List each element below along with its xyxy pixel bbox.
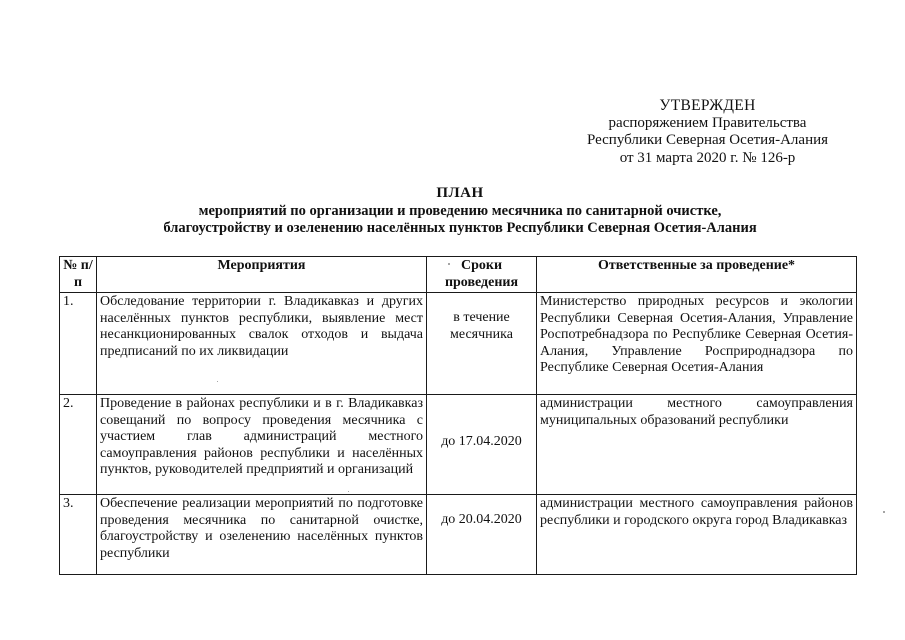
- plan-heading: ПЛАН: [436, 185, 484, 201]
- approval-line: Республики Северная Осетия-Алания: [586, 132, 829, 148]
- scan-speck: [348, 491, 349, 492]
- plan-table: [59, 256, 857, 575]
- scan-speck: [217, 381, 218, 382]
- approval-line: распоряжением Правительства: [608, 114, 807, 131]
- table-row: [60, 395, 857, 495]
- row-term-cell: [427, 293, 537, 395]
- row-number: 2.: [60, 395, 97, 495]
- row-term: в течение месячника: [450, 310, 513, 342]
- row-activity: Проведение в районах республики и в г. Владикавказ совещаний по вопросу проведения месячника с участием глав администраций местного самоуправления районов республики и населённых пунктов, руководителей предприятий и организаций: [97, 395, 427, 495]
- scan-speck: [448, 263, 450, 265]
- row-term: до 20.04.2020: [441, 512, 522, 527]
- row-responsible: Министерство природных ресурсов и экологии Республики Северная Осетия-Алания, Управление Роспотребнадзора по Республике Северная Осетия-Алания, Управление Росприроднадзора по Республике Северная Осетия-Алания: [537, 293, 857, 395]
- row-number: 3.: [60, 495, 97, 575]
- table-row: [60, 293, 857, 395]
- document-title: [100, 185, 820, 238]
- approval-date: от 31 марта 2020 г. № 126-р: [619, 149, 796, 166]
- header-term: Сроки проведения: [427, 257, 537, 293]
- header-responsible: Ответственные за проведение*: [537, 257, 857, 293]
- title-line: мероприятий по организации и проведению месячника по санитарной очистке,: [198, 202, 722, 219]
- table-row: [60, 495, 857, 575]
- title-line: благоустройству и озеленению населённых пунктов Республики Северная Осетия-Алания: [163, 220, 757, 236]
- header-number: № п/п: [60, 257, 97, 293]
- approval-block: [570, 97, 845, 167]
- row-responsible: администрации местного самоуправления муниципальных образований республики: [537, 395, 857, 495]
- row-activity: Обеспечение реализации мероприятий по подготовке проведения месячника по санитарной очистке, благоустройству и озеленению населённых пунктов республики: [97, 495, 427, 575]
- row-responsible: администрации местного самоуправления районов республики и городского округа город Владикавказ: [537, 495, 857, 575]
- table-header-row: [60, 257, 857, 293]
- scan-speck: [883, 511, 885, 513]
- row-number: 1.: [60, 293, 97, 395]
- row-term: до 17.04.2020: [441, 434, 522, 449]
- row-term-cell: [427, 495, 537, 575]
- header-activity: Мероприятия: [97, 257, 427, 293]
- row-term-cell: [427, 395, 537, 495]
- approval-stamp-title: УТВЕРЖДЕН: [659, 97, 756, 114]
- row-activity: Обследование территории г. Владикавказ и других населённых пунктов республики, выявление мест несанкционированных свалок отходов и выдача предписаний по их ликвидации: [97, 293, 427, 395]
